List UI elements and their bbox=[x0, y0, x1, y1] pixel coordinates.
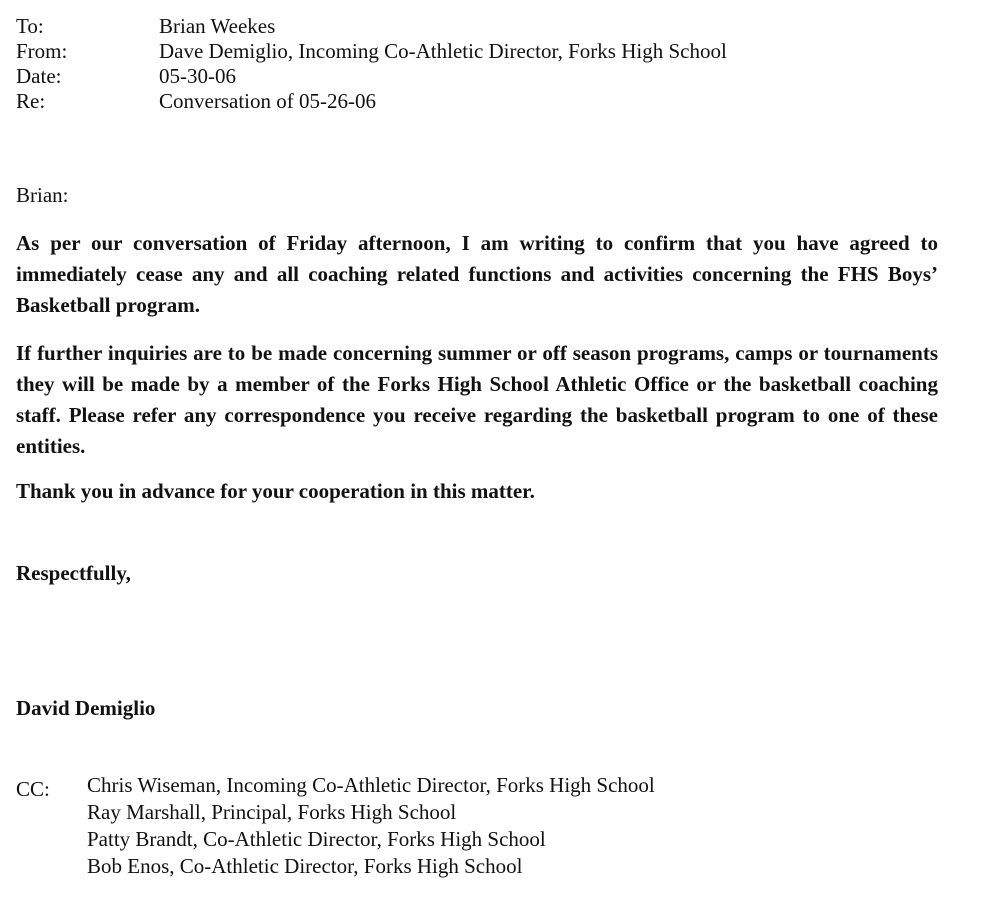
salutation: Brian: bbox=[16, 183, 69, 207]
cc-recipient: Chris Wiseman, Incoming Co-Athletic Director, Forks High School bbox=[87, 773, 655, 797]
paragraph-thanks: Thank you in advance for your cooperation in this matter. bbox=[16, 479, 535, 503]
cc-recipient: Patty Brandt, Co-Athletic Director, Forks High School bbox=[87, 827, 546, 851]
cc-block bbox=[16, 772, 655, 880]
from-row bbox=[16, 39, 946, 64]
cc-list bbox=[87, 772, 655, 880]
paragraph-confirmation: As per our conversation of Friday afternoon, I am writing to confirm that you have agreed to immediately cease any and all coaching related functions and activities concerning the FHS Boys’ Basketball program. bbox=[16, 231, 938, 317]
date-label: Date: bbox=[16, 64, 62, 88]
re-value: Conversation of 05-26-06 bbox=[159, 89, 376, 113]
to-label: To: bbox=[16, 14, 44, 38]
re-row bbox=[16, 89, 946, 114]
closing: Respectfully, bbox=[16, 561, 131, 585]
cc-recipient: Bob Enos, Co-Athletic Director, Forks High School bbox=[87, 854, 523, 878]
paragraph-inquiries: If further inquiries are to be made concerning summer or off season programs, camps or tournaments they will be made by a member of the Forks High School Athletic Office or the basketball coaching staff. Please refer any correspondence you receive regarding the basketball program to one of these entities. bbox=[16, 341, 938, 458]
cc-label: CC: bbox=[16, 777, 50, 801]
date-row bbox=[16, 64, 946, 89]
from-label: From: bbox=[16, 39, 68, 63]
to-value: Brian Weekes bbox=[159, 14, 276, 38]
re-label: Re: bbox=[16, 89, 46, 113]
from-value: Dave Demiglio, Incoming Co-Athletic Director, Forks High School bbox=[159, 39, 727, 63]
to-row bbox=[16, 14, 946, 39]
date-value: 05-30-06 bbox=[159, 64, 236, 88]
cc-recipient: Ray Marshall, Principal, Forks High School bbox=[87, 800, 457, 824]
signature-name: David Demiglio bbox=[16, 696, 156, 720]
memo-header bbox=[16, 14, 946, 114]
